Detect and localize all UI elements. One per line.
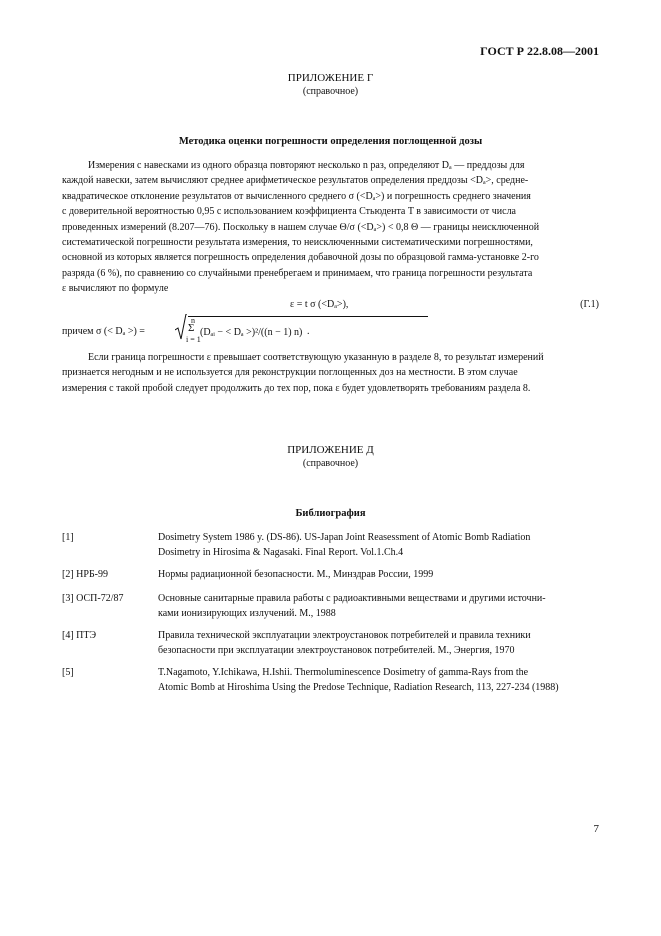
formula-g1-expression: ε = t σ (<Dₐ>), xyxy=(290,299,349,310)
page-number: 7 xyxy=(593,823,599,835)
bibliography-text xyxy=(158,629,599,658)
para1-line: систематической погрешности результата измерения, то неисключенными систематическими погрешностями, xyxy=(62,237,533,249)
bibliography-line: безопасности при эксплуатации электроустановок потребителей. М., Энергия, 1970 xyxy=(158,644,515,656)
methodology-heading: Методика оценки погрешности определения поглощенной дозы xyxy=(178,136,483,147)
para1-line: основной из которых является погрешность определения добавочной дозы по образцовой гамма-установке 2-го xyxy=(62,252,539,264)
appendix-g-label xyxy=(0,72,661,98)
para2-line: измерения с такой пробой следует продолжить до тех пор, пока ε будет удовлетворять требованиям раздела 8. xyxy=(62,382,531,394)
para1-line: с доверительной вероятностью 0,95 с использованием коэффициента Стьюдента T в зависимости от числа xyxy=(62,206,516,218)
paragraph-limit xyxy=(62,350,599,396)
bibliography-key: [4] ПТЭ xyxy=(62,630,97,641)
bibliography-line: T.Nagamoto, Y.Ichikawa, H.Ishii. Thermoluminescence Dosimetry of gamma-Rays from the xyxy=(158,667,529,678)
bibliography-line: Правила технической эксплуатации электроустановок потребителей и правила техники xyxy=(158,630,531,641)
sqrt-expression: (Dₐᵢ − < Dₐ >)²/((n − 1) n) xyxy=(200,327,303,338)
para1-line: разряда (6 %), по сравнению со случайными пренебрегаем и принимаем, что граница погрешности результата xyxy=(62,267,533,279)
bibliography-key: [5] xyxy=(62,667,74,678)
bibliography-line: Dosimetry System 1986 y. (DS-86). US-Japan Joint Reasessment of Atomic Bomb Radiation xyxy=(158,532,531,543)
appendix-g-subtitle: (справочное) xyxy=(302,86,359,97)
bibliography-line: ками ионизирующих излучений. М., 1988 xyxy=(158,607,336,619)
para1-line: ε вычисляют по формуле xyxy=(62,283,169,295)
appendix-d-label xyxy=(0,444,661,470)
appendix-d-subtitle: (справочное) xyxy=(302,458,359,469)
para1-line: проведенных измерений (8.207—76). Поскольку в нашем случае Θ/σ (<Dₐ>) < 0,8 Θ — границы неисключенной xyxy=(62,221,540,233)
para1-line: каждой навески, затем вычисляют среднее арифметическое результатов определения преддозы <Dₐ>, средне- xyxy=(62,175,529,187)
paragraph-method xyxy=(62,158,599,297)
bibliography-line: Dosimetry in Hirosima & Nagasaki. Final Report. Vol.1.Ch.4 xyxy=(158,546,404,558)
bibliography-text xyxy=(158,568,599,583)
sum-lower-limit: i = 1 xyxy=(186,335,201,344)
bibliography-line: Основные санитарные правила работы с радиоактивными веществами и другими источни- xyxy=(158,593,546,604)
bibliography-key: [3] ОСП-72/87 xyxy=(62,593,124,604)
bibliography-key: [1] xyxy=(62,532,74,543)
bibliography-text xyxy=(158,592,599,621)
para1-line: Измерения с навесками из одного образца повторяют несколько n раз, определяют Dₐ — преддозы для xyxy=(88,160,525,171)
bibliography-text xyxy=(158,531,599,560)
para2-line: Если граница погрешности ε превышает соответствующую указанную в разделе 8, то результат измерений xyxy=(88,352,544,363)
para2-line: признается негодным и не используется для реконструкции поглощенных доз на местности. В этом случае xyxy=(62,367,518,379)
page-header-standard: ГОСТ Р 22.8.08—2001 xyxy=(480,44,599,58)
para1-line: квадратическое отклонение результатов от вычисленного среднего σ (<Dₐ>) и погрешность среднего значения xyxy=(62,190,531,202)
formula-sigma-period: . xyxy=(307,326,310,337)
sum-upper-limit: n xyxy=(191,316,195,325)
formula-sigma-lead: причем σ (< Dₐ >) = xyxy=(62,326,145,337)
bibliography-line: Нормы радиационной безопасности. М., Минздрав России, 1999 xyxy=(158,569,434,580)
appendix-g-title: ПРИЛОЖЕНИЕ Г xyxy=(287,72,374,84)
bibliography-line: Atomic Bomb at Hiroshima Using the Predose Technique, Radiation Research, 113, 227-234 (1988) xyxy=(158,681,559,693)
sum-sign: Σ xyxy=(188,322,195,334)
sqrt-radicand xyxy=(186,316,428,344)
appendix-d-title: ПРИЛОЖЕНИЕ Д xyxy=(287,444,374,456)
bibliography-key: [2] НРБ-99 xyxy=(62,569,109,580)
formula-g1-number: (Г.1) xyxy=(580,299,599,310)
bibliography-text xyxy=(158,666,599,695)
bibliography-heading: Библиография xyxy=(295,508,366,519)
